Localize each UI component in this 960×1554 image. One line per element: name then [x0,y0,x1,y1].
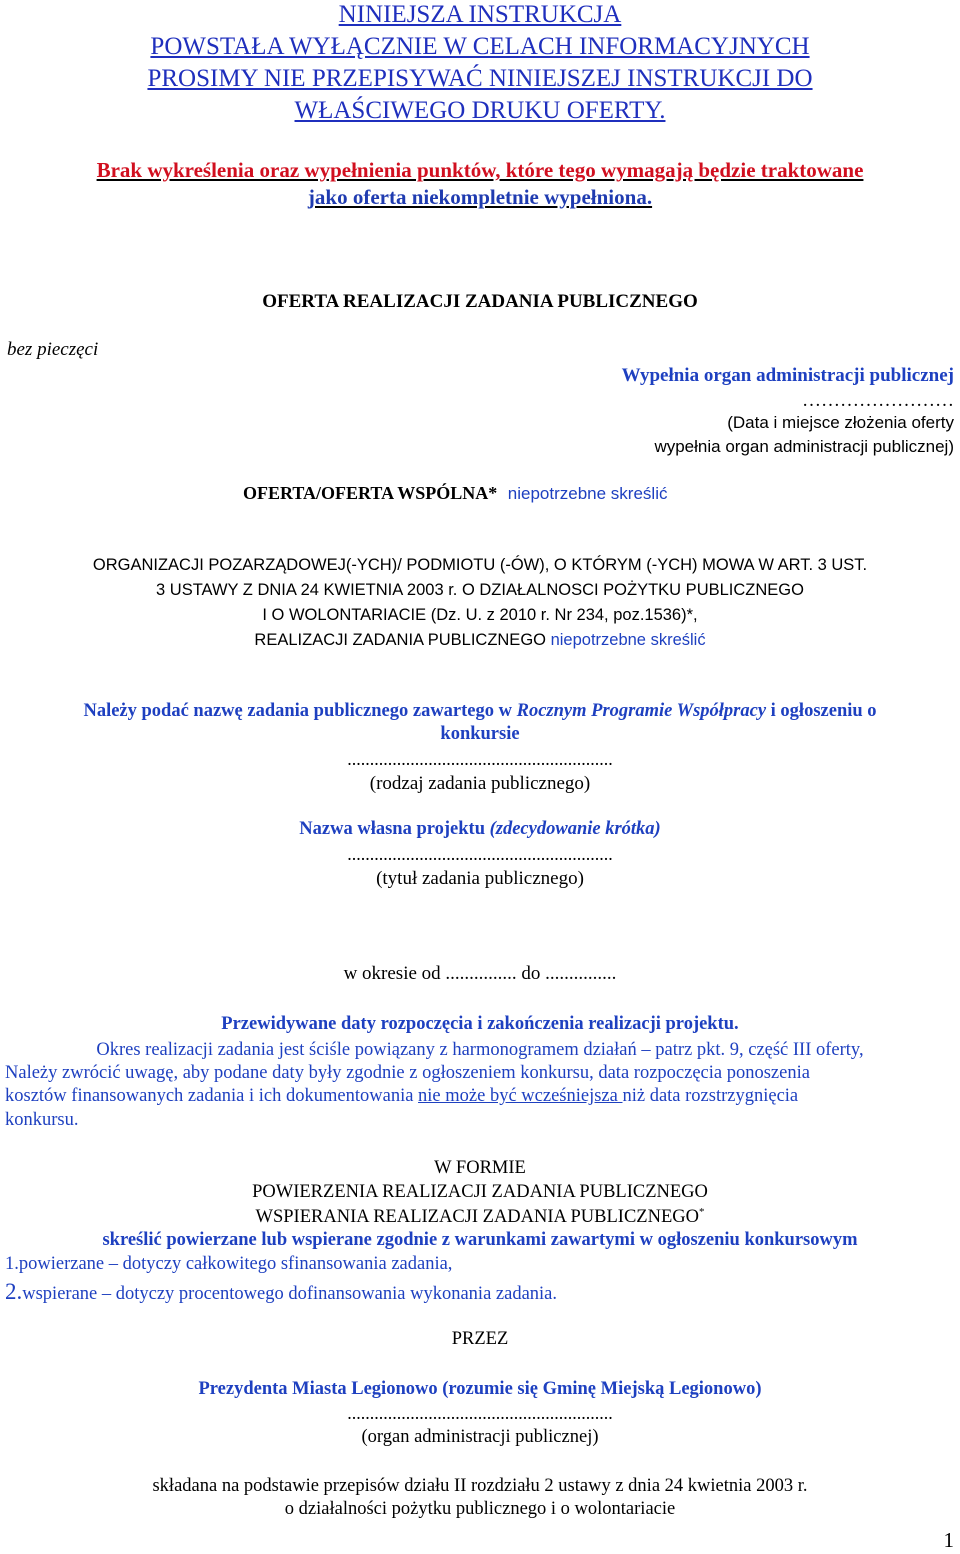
admin-fill-note: Wypełnia organ administracji publicznej [621,365,954,386]
org-line-2: 3 USTAWY Z DNIA 24 KWIETNIA 2003 r. O DZIAŁALNOSCI POŻYTKU PUBLICZNEGO [156,581,804,599]
offer-type-note: niepotrzebne skreślić [507,484,668,503]
period-p3-b: niż data rozstrzygnięcia [622,1086,799,1106]
notice-line-4: WŁAŚCIWEGO DRUKU OFERTY. [294,97,666,124]
notice-line-3: PROSIMY NIE PRZEPISYWAĆ NINIEJSZEJ INSTRUKCJI DO [147,65,813,92]
org-line-4 [0,632,960,649]
title-dots: ........................................................... [347,844,613,864]
task-instruction [0,702,960,721]
form-support-text: WSPIERANIA REALIZACJI ZADANIA PUBLICZNEGO [255,1207,699,1228]
offer-type-text: OFERTA/OFERTA WSPÓLNA* [243,483,498,503]
project-name-heading [0,820,960,839]
form-support [0,1207,960,1227]
warning-text-1: Brak wykreślenia oraz wypełnienia punktów, które tego wymagają będzie traktowane [96,158,864,182]
offer-type [243,484,667,502]
period-text: w okresie od ............... do ............... [343,963,617,984]
warning-text-2: jako oferta niekompletnie wypełniona. [307,185,653,209]
form-support-sup: * [698,1206,705,1218]
warning-line-2 [0,187,960,208]
page-title: OFERTA REALIZACJI ZADANIA PUBLICZNEGO [262,291,698,312]
task-label: (rodzaj zadania publicznego) [369,773,591,794]
date-place-label-2: wypełnia organ administracji publicznej) [654,437,954,456]
org-line-4-note: niepotrzebne skreślić [550,631,706,649]
org-line-3: I O WOLONTARIACIE (Dz. U. z 2010 r. Nr 234, poz.1536)*, [262,606,698,624]
title-label: (tytuł zadania publicznego) [376,868,584,889]
form-item-2-num: 2. [5,1279,23,1304]
task-instruction-2: konkursie [440,724,520,744]
notice-line-1: NINIEJSZA INSTRUKCJA [338,1,622,28]
footer-line-1: składana na podstawie przepisów działu II rozdziału 2 ustawy z dnia 24 kwietnia 2003 r. [152,1476,808,1496]
period-p3 [5,1087,798,1106]
form-item-2 [5,1280,557,1304]
task-instruction-c: i ogłoszeniu o [766,701,877,721]
org-line-1: ORGANIZACJI POZARZĄDOWEJ(-YCH)/ PODMIOTU (-ÓW), O KTÓRYM (-YCH) MOWA W ART. 3 UST. [92,556,868,574]
by-heading: PRZEZ [451,1329,509,1349]
footer-line-2: o działalności pożytku publicznego i o wolontariacie [284,1499,676,1519]
form-note: skreślić powierzane lub wspierane zgodnie z warunkami zawartymi w ogłoszeniu konkursowym [102,1230,858,1250]
period-p1: Okres realizacji zadania jest ściśle powiązany z harmonogramem działań – patrz pkt. 9, część III oferty, [96,1040,864,1060]
warning-line-1 [0,160,960,181]
task-instruction-program: Rocznym Programie Współpracy [516,701,767,721]
period-p2: Należy zwrócić uwagę, aby podane daty były zgodnie z ogłoszeniem konkursu, data rozpoczęcia ponoszenia [5,1063,810,1083]
period-heading: Przewidywane daty rozpoczęcia i zakończenia realizacji projektu. [221,1014,739,1034]
org-line-4-text: REALIZACJI ZADANIA PUBLICZNEGO [254,631,546,649]
form-item-1-num: 1. [5,1254,19,1274]
by-label: (organ administracji publicznej) [361,1427,599,1447]
notice-line-2: POWSTAŁA WYŁĄCZNIE W CELACH INFORMACYJNYCH [150,33,810,60]
date-dots: …………………… [802,390,954,411]
stamp-note: bez pieczęci [7,339,99,360]
period-p4: konkursu. [5,1110,79,1130]
task-dots: ........................................................... [347,749,613,769]
by-dots: ........................................................... [347,1403,613,1423]
form-item-1 [5,1255,452,1274]
by-authority: Prezydenta Miasta Legionowo (rozumie się Gminę Miejską Legionowo) [198,1379,762,1399]
task-instruction-a: Należy podać nazwę zadania publicznego zawartego w [83,701,517,721]
period-p3-a: kosztów finansowanych zadania i ich dokumentowania [5,1086,419,1106]
project-name-b: (zdecydowanie krótka) [489,819,661,839]
project-name-a: Nazwa własna projektu [299,819,490,839]
form-heading: W FORMIE [434,1158,526,1178]
date-place-label: (Data i miejsce złożenia oferty [727,413,954,432]
form-entrust: POWIERZENIA REALIZACJI ZADANIA PUBLICZNEGO [252,1182,708,1202]
form-item-2-text: wspierane – dotyczy procentowego dofinansowania wykonania zadania. [22,1284,558,1304]
period-p3-underlined: nie może być wcześniejsza [418,1086,623,1106]
form-item-1-text: powierzane – dotyczy całkowitego sfinansowania zadania, [18,1254,453,1274]
page-number: 1 [943,1528,954,1552]
